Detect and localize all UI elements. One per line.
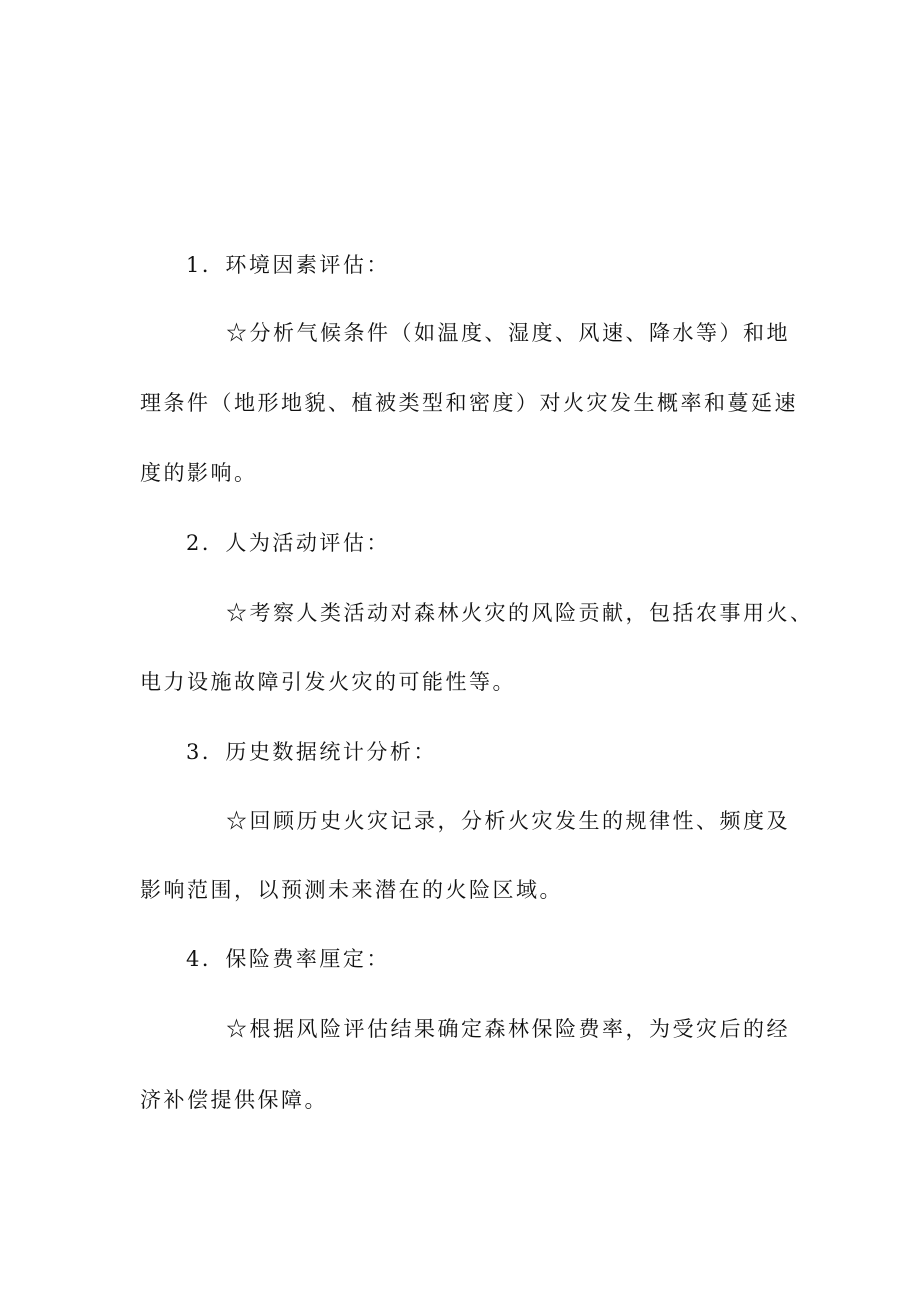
section-2-bullet-line-1: ☆考察人类活动对森林火灾的风险贡献，包括农事用火、 xyxy=(226,601,814,625)
section-3-heading: 3．历史数据统计分析： xyxy=(186,740,437,764)
section-1-bullet-line-3: 度的影响。 xyxy=(140,461,258,485)
section-4-bullet-line-1: ☆根据风险评估结果确定森林保险费率，为受灾后的经 xyxy=(226,1017,790,1041)
section-3-bullet-line-2: 影响范围，以预测未来潜在的火险区域。 xyxy=(140,878,563,902)
section-1-bullet-line-2: 理条件（地形地貌、植被类型和密度）对火灾发生概率和蔓延速 xyxy=(140,391,798,415)
section-1-heading: 1．环境因素评估： xyxy=(186,253,390,277)
section-2-bullet-line-2: 电力设施故障引发火灾的可能性等。 xyxy=(140,670,516,694)
section-1-bullet-line-1: ☆分析气候条件（如温度、湿度、风速、降水等）和地 xyxy=(226,321,790,345)
section-2-heading: 2．人为活动评估： xyxy=(186,531,390,555)
section-3-bullet-line-1: ☆回顾历史火灾记录，分析火灾发生的规律性、频度及 xyxy=(226,809,790,833)
section-4-heading: 4．保险费率厘定： xyxy=(186,947,390,971)
section-4-bullet-line-2: 济补偿提供保障。 xyxy=(140,1088,328,1112)
